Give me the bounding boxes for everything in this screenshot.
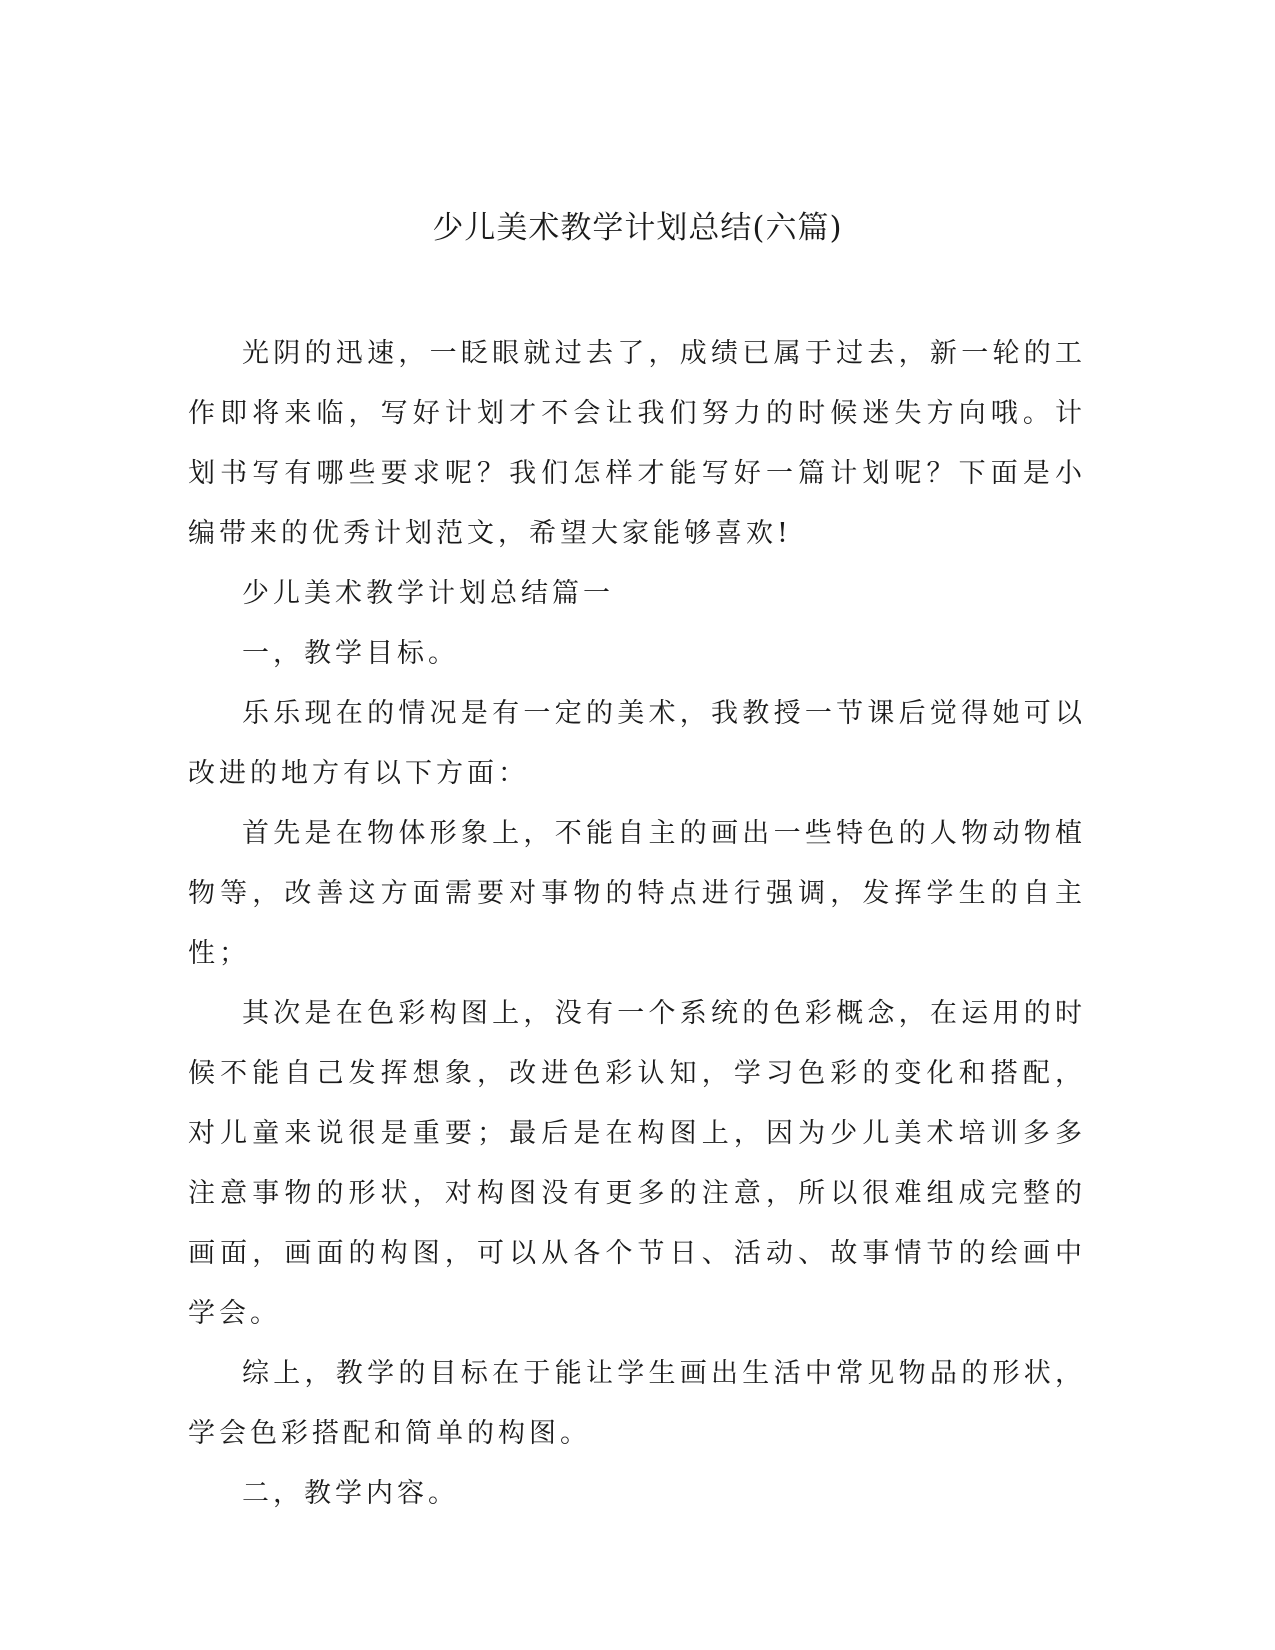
body-paragraph: 综上，教学的目标在于能让学生画出生活中常见物品的形状，学会色彩搭配和简单的构图。 [188, 1358, 1086, 1449]
intro-paragraph: 光阴的迅速，一眨眼就过去了，成绩已属于过去，新一轮的工作即将来临，写好计划才不会让我们努力的时候迷失方向哦。计划书写有哪些要求呢？我们怎样才能写好一篇计划呢？下面是小编带来的优秀计划范文，希望大家能够喜欢! [188, 338, 1086, 549]
document-body [188, 324, 1086, 1524]
body-paragraph: 首先是在物体形象上，不能自主的画出一些特色的人物动物植物等，改善这方面需要对事物的特点进行强调，发挥学生的自主性； [188, 818, 1086, 969]
section-heading: 少儿美术教学计划总结篇一 [242, 578, 614, 609]
subsection-heading: 一，教学目标。 [242, 638, 459, 669]
document-title: 少儿美术教学计划总结(六篇) [432, 210, 843, 246]
body-paragraph: 其次是在色彩构图上，没有一个系统的色彩概念，在运用的时候不能自己发挥想象，改进色彩认知，学习色彩的变化和搭配，对儿童来说很是重要；最后是在构图上，因为少儿美术培训多多注意事物的形状，对构图没有更多的注意，所以很难组成完整的画面，画面的构图，可以从各个节日、活动、故事情节的绘画中学会。 [188, 998, 1086, 1329]
subsection-heading: 二，教学内容。 [242, 1478, 459, 1509]
body-paragraph: 乐乐现在的情况是有一定的美术，我教授一节课后觉得她可以改进的地方有以下方面： [188, 698, 1086, 789]
